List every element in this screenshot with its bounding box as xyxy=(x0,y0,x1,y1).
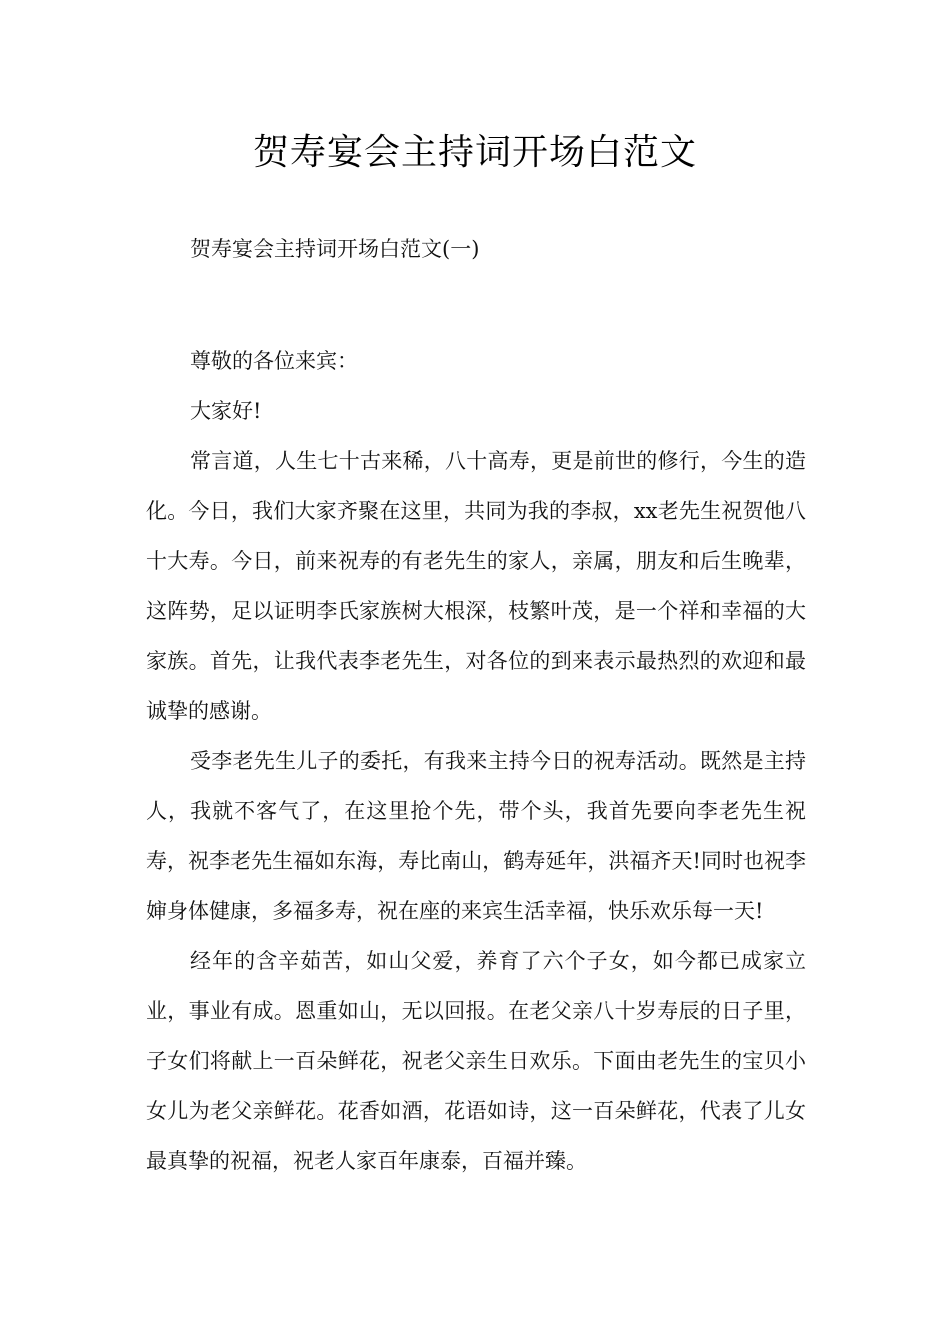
paragraph-greeting: 大家好! xyxy=(190,399,262,423)
document-body xyxy=(146,336,806,1186)
document-title: 贺寿宴会主持词开场白范文 xyxy=(252,132,697,173)
paragraph-salutation: 尊敬的各位来宾： xyxy=(190,349,358,373)
paragraph-opening: 常言道，人生七十古来稀，八十高寿，更是前世的修行，今生的造化。今日，我们大家齐聚在这里，共同为我的李叔，xx老先生祝贺他八十大寿。今日，前来祝寿的有老先生的家人，亲属，朋友和后生晚辈，这阵势，足以证明李氏家族树大根深，枝繁叶茂，是一个祥和幸福的大家族。首先，让我代表李老先生，对各位的到来表示最热烈的欢迎和最诚挚的感谢。 xyxy=(146,449,806,723)
paragraph-flowers: 经年的含辛茹苦，如山父爱，养育了六个子女，如今都已成家立业，事业有成。恩重如山，无以回报。在老父亲八十岁寿辰的日子里，子女们将献上一百朵鲜花，祝老父亲生日欢乐。下面由老先生的宝贝小女儿为老父亲鲜花。花香如酒，花语如诗，这一百朵鲜花，代表了儿女最真挚的祝福，祝老人家百年康泰，百福并臻。 xyxy=(146,949,806,1173)
paragraph-blessing: 受李老先生儿子的委托，有我来主持今日的祝寿活动。既然是主持人，我就不客气了，在这里抢个先，带个头，我首先要向李老先生祝寿，祝李老先生福如东海，寿比南山，鹤寿延年，洪福齐天!同时也祝李婶身体健康，多福多寿，祝在座的来宾生活幸福，快乐欢乐每一天! xyxy=(146,749,806,923)
document-subtitle: 贺寿宴会主持词开场白范文(一) xyxy=(190,237,480,261)
